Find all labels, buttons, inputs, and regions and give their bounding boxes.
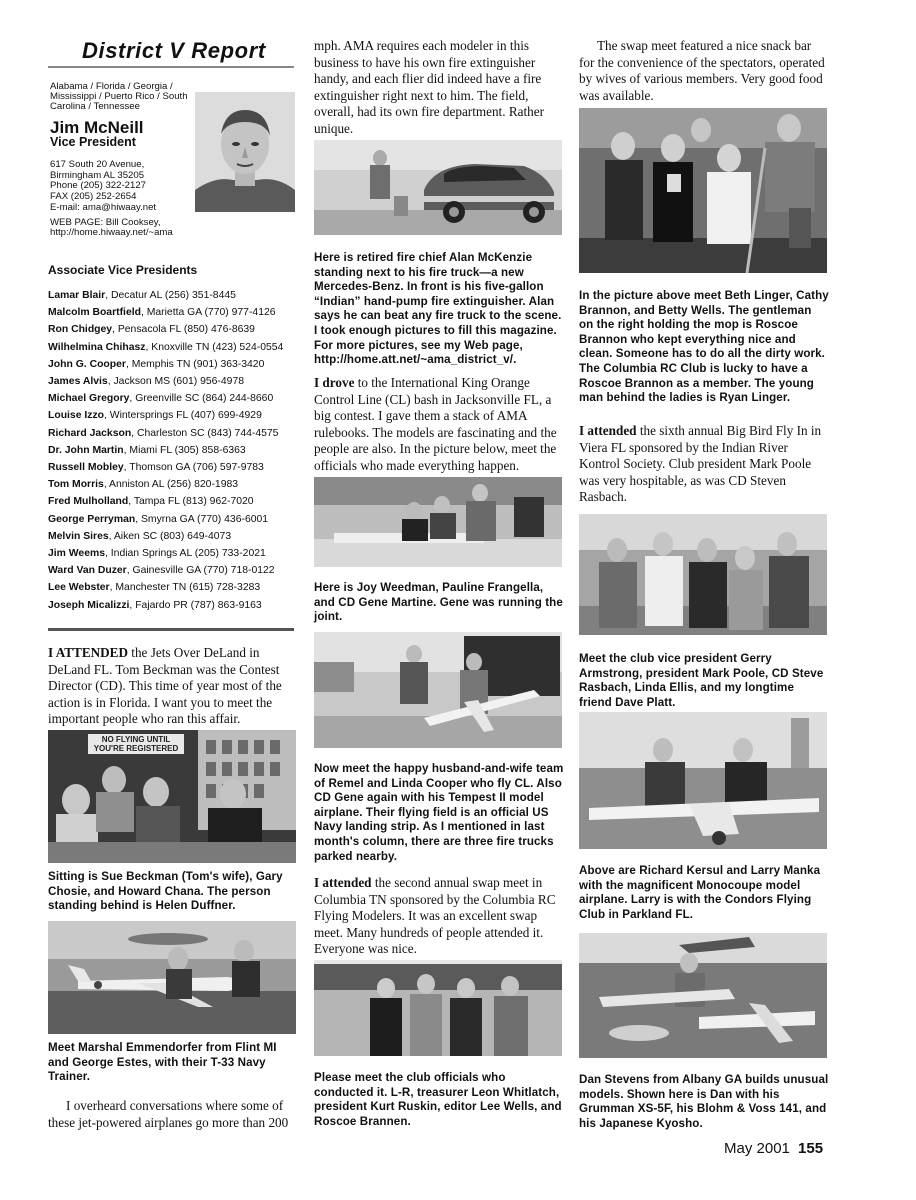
vp-name: Jim McNeill bbox=[50, 118, 144, 137]
avp-row: Lee Webster, Manchester TN (615) 728-3283 bbox=[48, 582, 261, 594]
vp-contact bbox=[50, 160, 173, 239]
registration-sign-line-1: NO FLYING UNTIL bbox=[101, 735, 171, 744]
photo-coopers bbox=[314, 632, 562, 748]
avp-row: George Perryman, Smyrna GA (770) 436-6001 bbox=[48, 513, 269, 525]
avp-row: Joseph Micalizzi, Fajardo PR (787) 863-9163 bbox=[48, 599, 262, 611]
vp-title: Vice President bbox=[50, 135, 136, 149]
title-rule bbox=[48, 66, 294, 68]
photo-t33 bbox=[48, 921, 296, 1034]
avp-row: Jim Weems, Indian Springs AL (205) 733-2021 bbox=[48, 548, 266, 560]
address-line-1: 617 South 20 Avenue, bbox=[50, 159, 145, 170]
avp-row: Ward Van Duzer, Gainesville GA (770) 718-0122 bbox=[48, 565, 275, 577]
avp-heading: Associate Vice Presidents bbox=[48, 263, 198, 277]
avp-row: Russell Mobley, Thomson GA (706) 597-9783 bbox=[48, 462, 264, 474]
snack-paragraph: The swap meet featured a nice snack bar for the convenience of the spectators, operated by wives of various members. Very good food was available. bbox=[579, 38, 825, 103]
states-list: Alabama / Florida / Georgia / Mississippi / Puerto Rico / South Carolina / Tennessee bbox=[50, 81, 188, 112]
avp-row: Dr. John Martin, Miami FL (305) 858-6363 bbox=[48, 444, 246, 456]
email: E-mail: ama@hiwaay.net bbox=[50, 201, 157, 213]
avp-row: James Alvis, Jackson MS (601) 956-4978 bbox=[48, 376, 245, 388]
photo-big-bird-club bbox=[579, 514, 827, 635]
fax: FAX (205) 252-2654 bbox=[50, 191, 137, 203]
section-rule bbox=[48, 628, 294, 631]
web-line-1: WEB PAGE: Bill Cooksey, bbox=[50, 216, 161, 228]
web-line-2: http://home.hiwaay.net/~ama bbox=[50, 227, 173, 239]
big-bird-paragraph: I attended the sixth annual Big Bird Fly In in Viera FL sponsored by the Indian River Kontrol Society. Club president Mark Poole was very hospitable, as was CD Steven Rasbach. bbox=[579, 423, 822, 504]
avp-row: Melvin Sires, Aiken SC (803) 649-4073 bbox=[48, 530, 232, 542]
caption-monocoupe: Above are Richard Kersul and Larry Manka with the magnificent Monocoupe model airplane. Larry is with the Condors Flying Club in Parkland FL. bbox=[579, 864, 821, 921]
avp-row: Michael Gregory, Greenville SC (864) 244-8660 bbox=[48, 393, 274, 405]
caption-dan-stevens: Dan Stevens from Albany GA builds unusual models. Shown here is Dan with his Grumman XS-5F, his Blohm & Voss 141, and his Japanese Kyosho. bbox=[579, 1073, 829, 1130]
caption-club-officials: Please meet the club officials who conducted it. L-R, treasurer Leon Whitlatch, president Kurt Ruskin, editor Lee Wells, and Roscoe Brannen. bbox=[314, 1071, 562, 1128]
registration-sign-line-2: YOU'RE REGISTERED bbox=[93, 744, 179, 753]
swap-meet-paragraph: I attended the second annual swap meet in Columbia TN sponsored by the Columbia RC Flying Modelers. It was an excellent swap meet. Many hundreds of people attended it. Everyone was nice. bbox=[314, 875, 556, 956]
avp-row: Wilhelmina Chihasz, Knoxville TN (423) 524-0554 bbox=[48, 341, 284, 353]
photo-dan-stevens bbox=[579, 933, 827, 1058]
caption-linger: In the picture above meet Beth Linger, Cathy Brannon, and Betty Wells. The gentleman on the right holding the mop is Roscoe Brannon who kept everything nice and clean. Someone has to do all the dirty work. The Columbia RC Club is lucky to have a Roscoe Brannon as a member. The young man behind the ladies is Ryan Linger. bbox=[579, 289, 829, 405]
avp-row: Lamar Blair, Decatur AL (256) 351-8445 bbox=[48, 290, 236, 301]
avp-row: Tom Morris, Anniston AL (256) 820-1983 bbox=[48, 479, 239, 491]
photo-cl-officials bbox=[314, 477, 562, 567]
overheard-paragraph: I overheard conversations where some of these jet-powered airplanes go more than 200 bbox=[48, 1098, 289, 1130]
footer-page-number: 155 bbox=[798, 1140, 824, 1157]
avp-row: John G. Cooper, Memphis TN (901) 363-3420 bbox=[48, 358, 265, 370]
caption-joy: Here is Joy Weedman, Pauline Frangella, and CD Gene Martine. Gene was running the joint. bbox=[314, 581, 563, 624]
photo-monocoupe bbox=[579, 712, 827, 849]
caption-t33: Meet Marshal Emmendorfer from Flint MI and George Estes, with their T-33 Navy Trainer. bbox=[48, 1041, 277, 1084]
avp-row: Richard Jackson, Charleston SC (843) 744-4575 bbox=[48, 427, 279, 439]
report-title: District V Report bbox=[82, 38, 266, 63]
continued-paragraph: mph. AMA requires each modeler in this business to have his own fire extinguisher handy, and each flier did indeed have a fire extinguisher right next to him. The field, overall, had its own fire department. Rather unique. bbox=[314, 38, 544, 136]
photo-fire-truck bbox=[314, 140, 562, 235]
caption-club-vp: Meet the club vice president Gerry Armstrong, president Mark Poole, CD Steve Rasbach, Linda Ellis, and my longtime friend Dave Platt. bbox=[579, 652, 824, 709]
caption-coopers: Now meet the happy husband-and-wife team of Remel and Linda Cooper who fly CL. Also CD Gene again with his Tempest II model airplane. Their flying field is an official US Navy landing strip. As I mentioned in last month's column, there are three fire trucks parked nearby. bbox=[314, 762, 564, 863]
control-line-paragraph: I drove to the International King Orange Control Line (CL) bash in Jacksonville FL, a big contest. I gave them a stack of AMA rulebooks. The models are fascinating and the people are also. In the picture below, meet the officials who made everything happen. bbox=[314, 375, 557, 473]
caption-fire-truck: Here is retired fire chief Alan McKenzie standing next to his fire truck—a new Mercedes-Benz. In front is his five-gallon “Indian” hand-pump fire extinguisher. Alan says he can beat any fire truck to the scene. I took enough pictures to fill this magazine. For more pictures, see my Web page, http://home.att.net/~ama_district_v/. bbox=[314, 251, 562, 367]
page-footer bbox=[724, 1140, 823, 1157]
photo-registration bbox=[48, 730, 296, 863]
avp-list bbox=[48, 287, 298, 614]
footer-month: May 2001 bbox=[724, 1140, 790, 1157]
avp-row: Malcolm Boartfield, Marietta GA (770) 977-4126 bbox=[48, 307, 276, 319]
photo-snack-bar bbox=[579, 108, 827, 273]
phone: Phone (205) 322-2127 bbox=[50, 180, 147, 192]
address-line-2: Birmingham AL 35205 bbox=[50, 169, 145, 181]
avp-row: Louise Izzo, Wintersprings FL (407) 699-4929 bbox=[48, 410, 262, 422]
jets-paragraph: I ATTENDED the Jets Over DeLand in DeLand FL. Tom Beckman was the Contest Director (CD). This time of year most of the action is in Florida. I want you to meet the important people who ran this affair. bbox=[48, 645, 282, 726]
avp-row: Ron Chidgey, Pensacola FL (850) 476-8639 bbox=[48, 324, 255, 336]
vp-portrait bbox=[195, 92, 295, 212]
avp-row: Fred Mulholland, Tampa FL (813) 962-7020 bbox=[48, 496, 254, 508]
caption-registration: Sitting is Sue Beckman (Tom's wife), Gary Chosie, and Howard Chana. The person standing behind is Helen Duffner. bbox=[48, 870, 283, 913]
photo-club-officials bbox=[314, 960, 562, 1056]
